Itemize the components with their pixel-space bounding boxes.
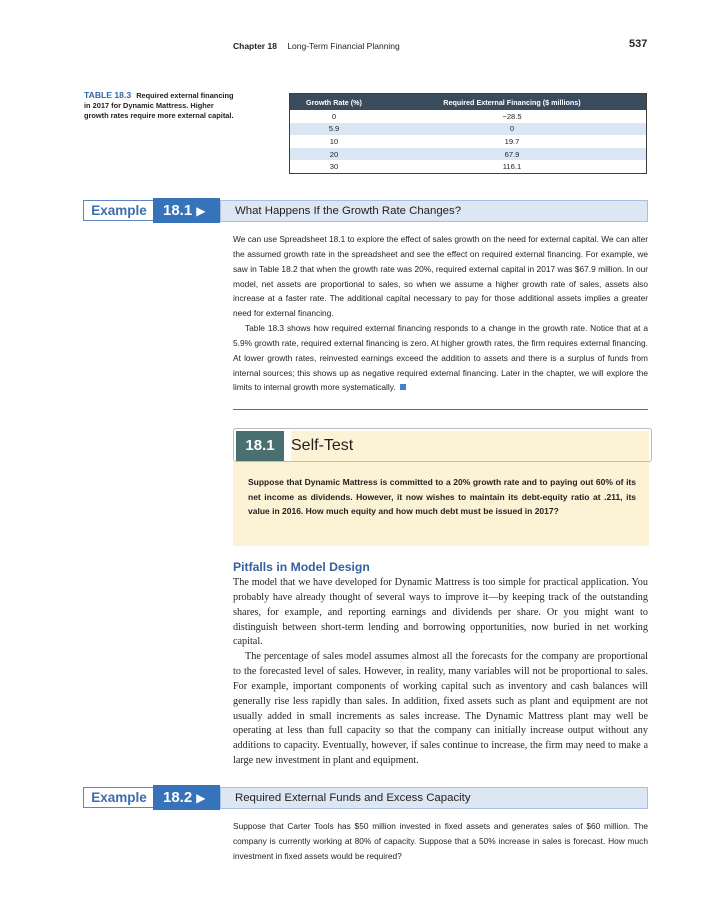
column-header: Required External Financing ($ millions) [378, 94, 647, 111]
table-cell: 10 [329, 136, 339, 146]
table-cell: 0 [331, 111, 337, 121]
example-title: Required External Funds and Excess Capacity [220, 787, 648, 809]
example-18-2-header [83, 785, 648, 811]
example-number: 18.1 [163, 202, 193, 219]
example-paragraph [233, 321, 648, 395]
play-arrow-icon: ▶ [196, 204, 206, 218]
table-caption-text: Required external financing in 2017 for Dynamic Mattress. Higher growth rates require more external capital. [84, 91, 234, 121]
chapter-label: Chapter 18 [233, 41, 277, 51]
table-cell: 0 [378, 123, 647, 136]
table-cell: 30 [329, 162, 339, 172]
self-test-number: 18.1 [236, 431, 284, 461]
example-paragraph-text: Table 18.3 shows how required external financing responds to a change in the growth rate. Notice that at a 5.9% growth rate, required external financing is zero. At higher growth rates, the firm requires external financing. At lower growth rates, reinvested earnings exceed the addition to assets and there is a surplus of funds from internal sources; this shows up as negative required external financing. Later in the chapter, we will explore the limits to internal growth more systematically. [233, 323, 648, 393]
example-18-1-body [233, 232, 648, 395]
play-arrow-icon: ▶ [196, 791, 206, 805]
example-number-badge [153, 198, 220, 223]
example-18-1-header [83, 198, 648, 224]
table-caption [84, 90, 234, 122]
example-18-2-body [233, 819, 648, 864]
chapter-title: Long-Term Financial Planning [287, 41, 400, 51]
pitfalls-body [233, 576, 648, 769]
example-number: 18.2 [163, 789, 193, 806]
example-label: Example [83, 200, 155, 221]
table-cell: −28.5 [502, 111, 522, 121]
self-test-box [233, 428, 649, 546]
table-cell: 67.9 [378, 148, 647, 161]
table-cell: 116.1 [502, 162, 522, 172]
table-row [290, 135, 647, 148]
example-paragraph: Suppose that Carter Tools has $50 million invested in fixed assets and generates sales of $60 million. The company is currently working at 80% of capacity. Suppose that a 50% increase in sales is forecast. How much investment in fixed assets would be required? [233, 821, 648, 861]
financing-table [289, 93, 647, 174]
column-header: Growth Rate (%) [290, 94, 379, 111]
body-paragraph: The percentage of sales model assumes almost all the forecasts for the company are proportional to the forecasted level of sales. However, in reality, many variables will not be proportional to sales. For example, important components of working capital such as inventory and cash balances will generally rise less rapidly than sales. In addition, fixed assets such as plant and equipment are not usually added in small increments as sales increase. The Dynamic Mattress plant may well be operating at less than full capacity so that the company can initially increase output without any additions to capacity. Eventually, however, if sales continue to increase, the firm may need to make a large new investment in plant and equipment. [233, 651, 648, 767]
table-cell: 20 [290, 148, 379, 161]
end-square-icon [400, 384, 406, 390]
table-row [290, 123, 647, 136]
example-paragraph: We can use Spreadsheet 18.1 to explore the effect of sales growth on the need for external capital. We can alter the assumed growth rate in the spreadsheet and see the effect on required external financing. For example, we saw in Table 18.2 that when the growth rate was 20%, required external capital in 2017 was $67.9 million. In our model, net assets are proportional to sales, so when we assume a higher growth rate of sales, assets also increase at a faster rate. The additional capital necessary to pay for those additional assets implies a greater need for external financing. [233, 234, 648, 319]
example-label: Example [83, 787, 155, 808]
table-label: TABLE 18.3 [84, 90, 132, 100]
section-heading: Pitfalls in Model Design [233, 560, 370, 574]
table-row [290, 160, 647, 173]
table-row [290, 110, 647, 123]
example-title: What Happens If the Growth Rate Changes? [220, 200, 648, 222]
self-test-header [233, 428, 652, 462]
table-row [290, 148, 647, 161]
self-test-title: Self-Test [291, 431, 649, 461]
page-number: 537 [629, 38, 648, 50]
table-cell: 5.9 [290, 123, 379, 136]
example-end-rule [233, 409, 648, 410]
example-number-badge [153, 785, 220, 810]
table-header-row [290, 94, 647, 111]
body-paragraph: The model that we have developed for Dynamic Mattress is too simple for practical application. You probably have already thought of several ways to improve it—by keeping track of the outstanding shares, for example, and reporting earnings and dividends per share. Or you might want to distinguish between short-term lending and borrowing opportunities, now buried in net working capital. [233, 577, 648, 648]
table-cell: 19.7 [504, 136, 520, 146]
running-head [233, 41, 400, 51]
self-test-question: Suppose that Dynamic Mattress is committed to a 20% growth rate and to paying out 60% of its net income as dividends. However, it now wishes to maintain its debt-equity ratio at .211, its value in 2016. How much equity and how much debt must be issued in 2017? [248, 477, 636, 517]
